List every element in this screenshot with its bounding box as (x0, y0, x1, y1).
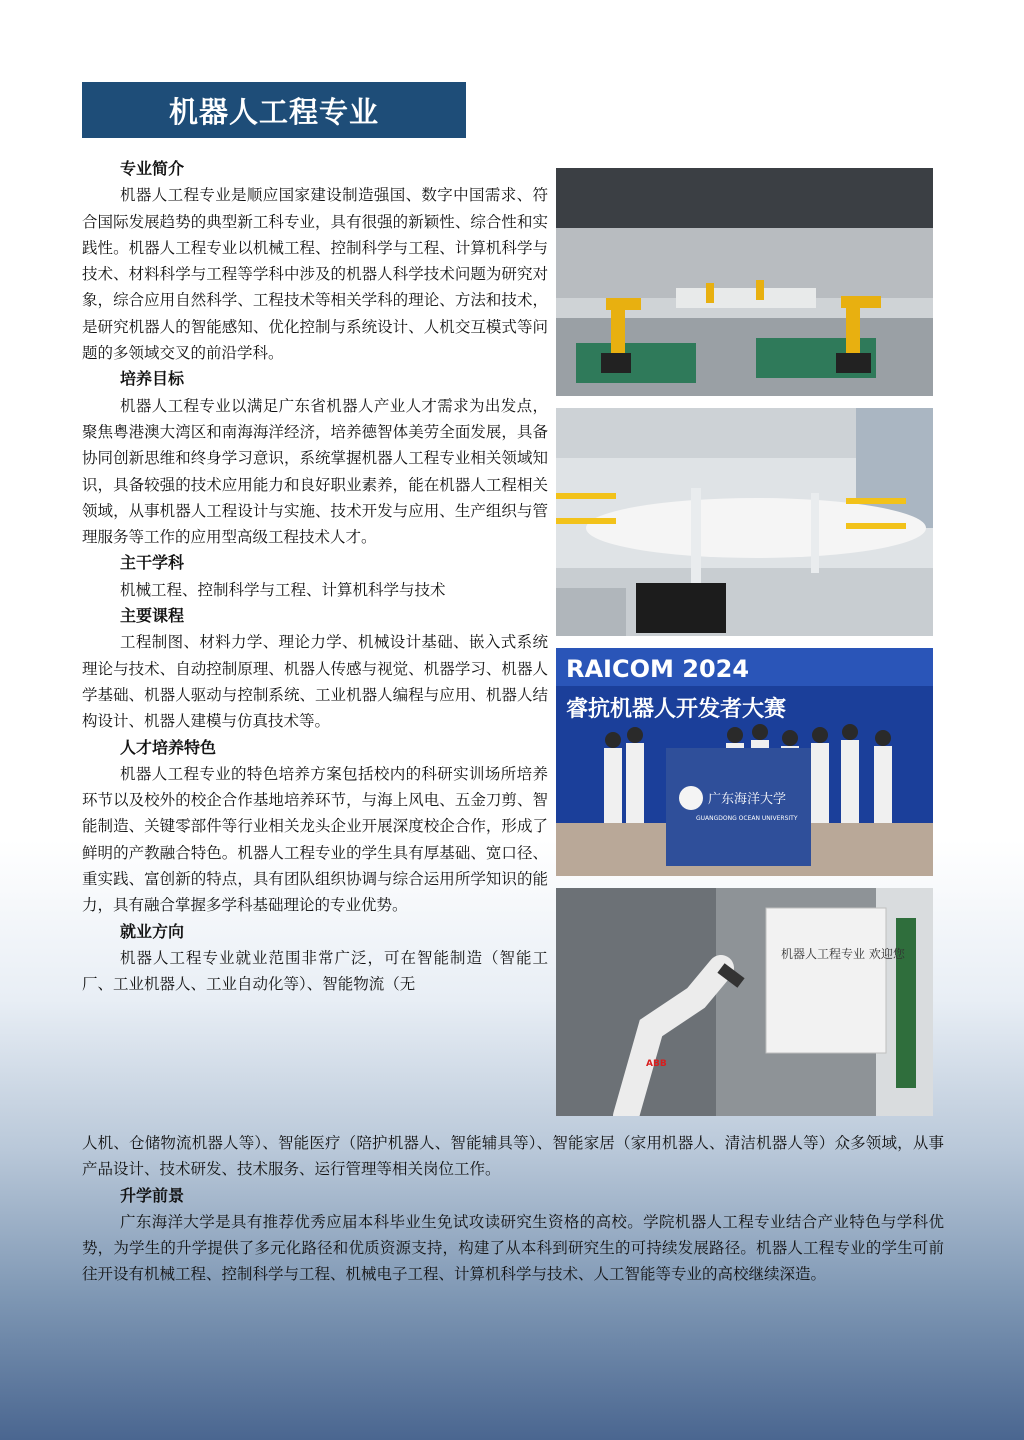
robot-brand-text: ABB (646, 1059, 667, 1069)
section-heading-courses: 主要课程 (120, 606, 185, 626)
banner-title-text: RAICOM 2024 (566, 655, 750, 683)
photo-robot-classroom (556, 408, 933, 636)
section-heading-features: 人才培养特色 (120, 737, 217, 757)
section-text-career-1: 机器人工程专业就业范围非常广泛，可在智能制造（智能工厂、工业机器人、工业自动化等）、智能物流（无 (82, 948, 548, 994)
photo-competition-team (556, 648, 933, 876)
section-heading-intro: 专业简介 (120, 159, 185, 178)
section-heading-goal: 培养目标 (120, 369, 185, 389)
text-column (82, 156, 548, 998)
page-title: 机器人工程专业 (82, 82, 466, 138)
photo-robot-arm-sign (556, 888, 933, 1116)
section-text-further: 广东海洋大学是具有推荐优秀应届本科毕业生免试攻读研究生资格的高校。学院机器人工程专业结合产业特色与学科优势，为学生的升学提供了多元化路径和优质资源支持，构建了从本科到研究生的可持续发展路径。机器人工程专业的学生可前往开设有机械工程、控制科学与工程、机械电子工程、计算机科学与技术、人工智能等专业的高校继续深造。 (82, 1212, 944, 1284)
section-text-intro: 机器人工程专业是顺应国家建设制造强国、数字中国需求、符合国际发展趋势的典型新工科专业，具有很强的新颖性、综合性和实践性。机器人工程专业以机械工程、控制科学与工程、计算机科学与技术、材料科学与工程等学科中涉及的机器人科学技术问题为研究对象，综合应用自然科学、工程技术等相关学科的理论、方法和技术，是研究机器人的智能感知、优化控制与系统设计、人机交互模式等问题的多领域交叉的前沿学科。 (82, 186, 548, 363)
full-width-text (82, 1130, 944, 1288)
section-text-courses: 工程制图、材料力学、理论力学、机械设计基础、嵌入式系统理论与技术、自动控制原理、机器人传感与视觉、机器学习、机器人学基础、机器人驱动与控制系统、工业机器人编程与应用、机器人结构设计、机器人建模与仿真技术等。 (82, 633, 548, 731)
flag-text: 广东海洋大学 (708, 792, 787, 807)
section-text-career-2: 人机、仓储物流机器人等）、智能医疗（陪护机器人、智能辅具等）、智能家居（家用机器人、清洁机器人等）众多领域，从事产品设计、技术研发、技术服务、运行管理等相关岗位工作。 (82, 1134, 944, 1179)
section-text-goal: 机器人工程专业以满足广东省机器人产业人才需求为出发点，聚焦粤港澳大湾区和南海海洋经济，培养德智体美劳全面发展，具备协同创新思维和终身学习意识，系统掌握机器人工程专业相关领域知识，具备较强的技术应用能力和良好职业素养，能在机器人工程相关领域，从事机器人工程设计与实施、技术开发与应用、生产组织与管理服务等工作的应用型高级工程技术人才。 (82, 396, 548, 547)
flag-sub-text: GUANGDONG OCEAN UNIVERSITY (696, 815, 798, 822)
section-heading-further: 升学前景 (120, 1185, 185, 1205)
photo-robot-lab (556, 168, 933, 396)
section-text-features: 机器人工程专业的特色培养方案包括校内的科研实训场所培养环节以及校外的校企合作基地培养环节，与海上风电、五金刀剪、智能制造、关键零部件等行业相关龙头企业开展深度校企合作，形成了鲜明的产教融合特色。机器人工程专业的学生具有厚基础、宽口径、重实践、富创新的特点，具有团队组织协调与综合运用所学知识的能力，具有融合掌握多学科基础理论的专业优势。 (82, 764, 548, 915)
section-heading-discipline: 主干学科 (120, 553, 185, 573)
sign-text: 机器人工程专业 欢迎您 (781, 947, 905, 961)
section-heading-career: 就业方向 (120, 921, 185, 941)
section-text-discipline: 机械工程、控制科学与工程、计算机科学与技术 (120, 580, 446, 599)
banner-sub-text: 睿抗机器人开发者大赛 (566, 697, 787, 722)
